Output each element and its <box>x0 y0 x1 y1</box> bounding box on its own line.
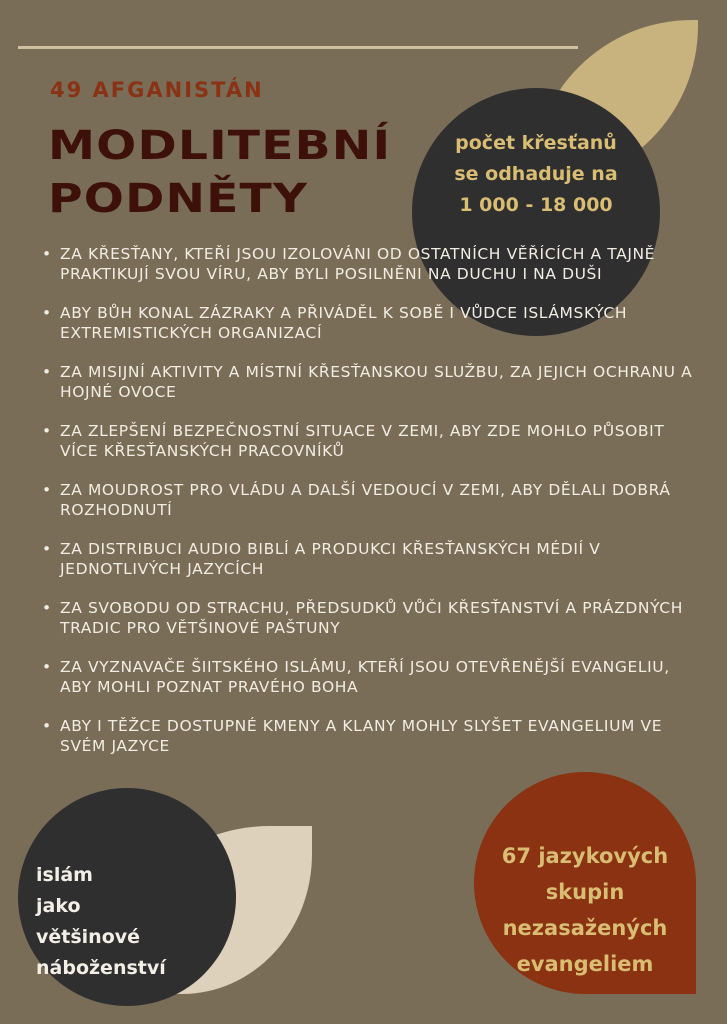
list-item <box>42 657 702 697</box>
religion-stat-line-2: jako <box>36 895 81 917</box>
christian-count-line-2: se odhaduje na <box>454 163 618 185</box>
christian-count-line-1: počet křesťanů <box>455 132 617 154</box>
bullet: • <box>42 717 52 735</box>
bullet: • <box>42 422 52 440</box>
bullet: • <box>42 363 52 381</box>
country-label: 49 AFGANISTÁN <box>50 78 264 102</box>
prayer-point-text: ZA MISIJNÍ AKTIVITY A MÍSTNÍ KŘESŤANSKOU SLUŽBU, ZA JEJICH OCHRANU A HOJNÉ OVOCE <box>60 363 693 401</box>
page-title-line-2: PODNĚTY <box>48 176 309 222</box>
language-groups-line-1: 67 jazykových <box>501 844 669 868</box>
prayer-point-text: ZA SVOBODU OD STRACHU, PŘEDSUDKŮ VŮČI KŘESŤANSTVÍ A PRÁZDNÝCH TRADIC PRO VĚTŠINOVÉ PAŠTUNY <box>60 599 683 637</box>
language-groups-line-4: evangeliem <box>516 952 654 976</box>
list-item <box>42 480 702 520</box>
prayer-point-text: ZA DISTRIBUCI AUDIO BIBLÍ A PRODUKCI KŘESŤANSKÝCH MÉDIÍ V JEDNOTLIVÝCH JAZYCÍCH <box>60 540 601 578</box>
prayer-point-text: ZA KŘESŤANY, KTEŘÍ JSOU IZOLOVÁNI OD OSTATNÍCH VĚŘÍCÍCH A TAJNĚ PRAKTIKUJÍ SVOU VÍRU, ABY BYLI POSILNĚNI NA DUCHU I NA DUŠI <box>60 245 656 283</box>
language-groups-line-2: skupin <box>545 880 625 904</box>
christian-count-line-3: 1 000 - 18 000 <box>459 194 613 216</box>
prayer-point-text: ZA MOUDROST PRO VLÁDU A DALŠÍ VEDOUCÍ V ZEMI, ABY DĚLALI DOBRÁ ROZHODNUTÍ <box>60 481 671 519</box>
religion-stat-line-4: náboženství <box>36 957 166 979</box>
bullet: • <box>42 599 52 617</box>
page-title-line-1: MODLITEBNÍ <box>48 123 392 169</box>
list-item <box>42 539 702 579</box>
bullet: • <box>42 304 52 322</box>
prayer-points-list <box>42 244 702 775</box>
bullet: • <box>42 658 52 676</box>
top-divider-line <box>18 46 578 49</box>
bullet: • <box>42 540 52 558</box>
language-groups-line-3: nezasažených <box>502 916 668 940</box>
list-item <box>42 716 702 756</box>
prayer-point-text: ZA VYZNAVAČE ŠIITSKÉHO ISLÁMU, KTEŘÍ JSOU OTEVŘENĚJŠÍ EVANGELIU, ABY MOHLI POZNAT PRAVÉHO BOHA <box>60 658 670 696</box>
list-item <box>42 598 702 638</box>
religion-stat-line-1: islám <box>36 864 93 886</box>
prayer-point-text: ABY I TĚŽCE DOSTUPNÉ KMENY A KLANY MOHLY SLYŠET EVANGELIUM VE SVÉM JAZYCE <box>60 717 663 755</box>
prayer-point-text: ABY BŮH KONAL ZÁZRAKY A PŘIVÁDĚL K SOBĚ I VŮDCE ISLÁMSKÝCH EXTREMISTICKÝCH ORGANIZACÍ <box>60 304 628 342</box>
bullet: • <box>42 245 52 263</box>
list-item <box>42 421 702 461</box>
religion-stat-line-3: většinové <box>36 926 141 948</box>
list-item <box>42 303 702 343</box>
list-item <box>42 362 702 402</box>
language-groups-stat <box>474 838 696 982</box>
christian-count-stat <box>412 128 660 221</box>
list-item <box>42 244 702 284</box>
bullet: • <box>42 481 52 499</box>
page-title <box>48 120 391 226</box>
religion-stat <box>36 860 166 984</box>
prayer-point-text: ZA ZLEPŠENÍ BEZPEČNOSTNÍ SITUACE V ZEMI, ABY ZDE MOHLO PŮSOBIT VÍCE KŘESŤANSKÝCH PRACOVNÍKŮ <box>60 422 665 460</box>
